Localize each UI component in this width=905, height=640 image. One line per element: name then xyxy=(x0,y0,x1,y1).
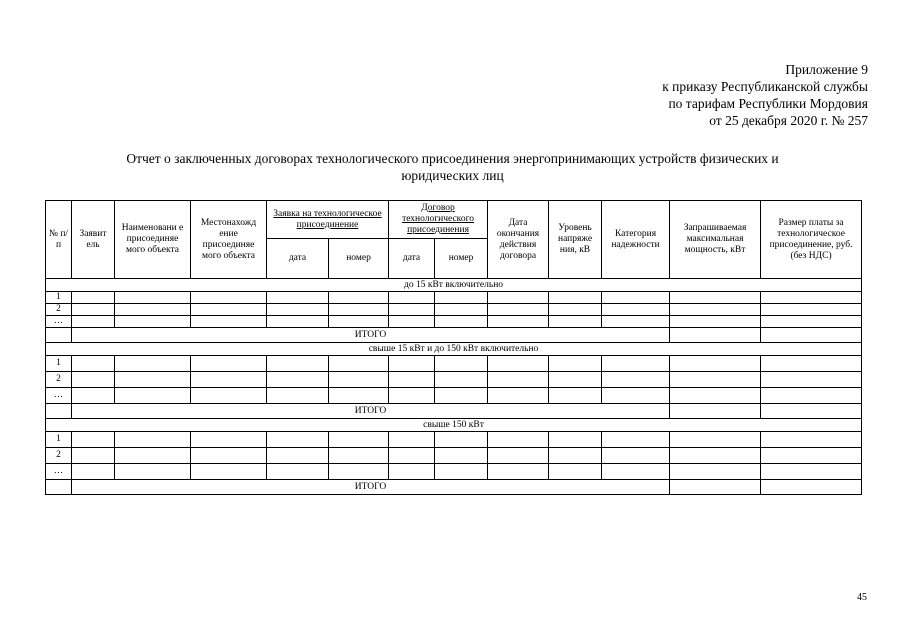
row-number: 2 xyxy=(46,304,72,316)
appendix-line: Приложение 9 xyxy=(785,62,868,77)
appendix-line: по тарифам Республики Мордовия xyxy=(668,96,868,111)
page-number: 45 xyxy=(857,592,867,603)
table-row xyxy=(46,292,862,304)
table-row xyxy=(46,316,862,328)
row-number: … xyxy=(46,388,72,404)
appendix-block xyxy=(662,61,868,129)
title-line: юридических лиц xyxy=(401,168,504,183)
header-application-date: дата xyxy=(267,239,329,279)
row-number: 1 xyxy=(46,432,72,448)
total-row xyxy=(46,480,862,495)
table-row xyxy=(46,432,862,448)
appendix-line: к приказу Республиканской службы xyxy=(662,79,868,94)
header-contract: Договор технологического присоединения xyxy=(389,201,488,239)
table-row xyxy=(46,464,862,480)
row-number: 1 xyxy=(46,356,72,372)
section-title: до 15 кВт включительно xyxy=(46,279,862,292)
header-voltage: Уровень напряже ния, кВ xyxy=(549,201,602,279)
total-row xyxy=(46,404,862,419)
header-contract-date: дата xyxy=(389,239,435,279)
header-category: Категория надежности xyxy=(602,201,670,279)
appendix-line: от 25 декабря 2020 г. № 257 xyxy=(709,113,868,128)
table-row xyxy=(46,372,862,388)
header-fee: Размер платы за технологическое присоединение, руб. (без НДС) xyxy=(761,201,862,279)
header-object-location: Местонахожд ение присоединяе мого объекта xyxy=(191,201,267,279)
section-title: свыше 15 кВт и до 150 кВт включительно xyxy=(46,343,862,356)
table-row xyxy=(46,356,862,372)
total-row xyxy=(46,328,862,343)
report-table xyxy=(45,200,862,495)
table-row xyxy=(46,448,862,464)
section-title: свыше 150 кВт xyxy=(46,419,862,432)
header-end-date: Дата окончания действия договора xyxy=(488,201,549,279)
header-object-name: Наименовани е присоединяе мого объекта xyxy=(115,201,191,279)
section-row xyxy=(46,419,862,432)
header-contract-number: номер xyxy=(435,239,488,279)
total-label: ИТОГО xyxy=(72,328,670,343)
title-line: Отчет о заключенных договорах технологического присоединения энергопринимающих устройств физических и xyxy=(126,151,779,166)
total-label: ИТОГО xyxy=(72,404,670,419)
header-row xyxy=(46,201,862,239)
header-num: № п/п xyxy=(46,201,72,279)
section-row xyxy=(46,279,862,292)
header-applicant: Заявит ель xyxy=(72,201,115,279)
row-number: 2 xyxy=(46,448,72,464)
table-row xyxy=(46,304,862,316)
total-label: ИТОГО xyxy=(72,480,670,495)
row-number: … xyxy=(46,464,72,480)
section-row xyxy=(46,343,862,356)
row-number: 2 xyxy=(46,372,72,388)
header-application-number: номер xyxy=(329,239,389,279)
row-number: … xyxy=(46,316,72,328)
document-title xyxy=(40,150,865,184)
row-number: 1 xyxy=(46,292,72,304)
table-row xyxy=(46,388,862,404)
header-power: Запрашиваемая максимальная мощность, кВт xyxy=(670,201,761,279)
header-application: Заявка на технологическое присоединение xyxy=(267,201,389,239)
